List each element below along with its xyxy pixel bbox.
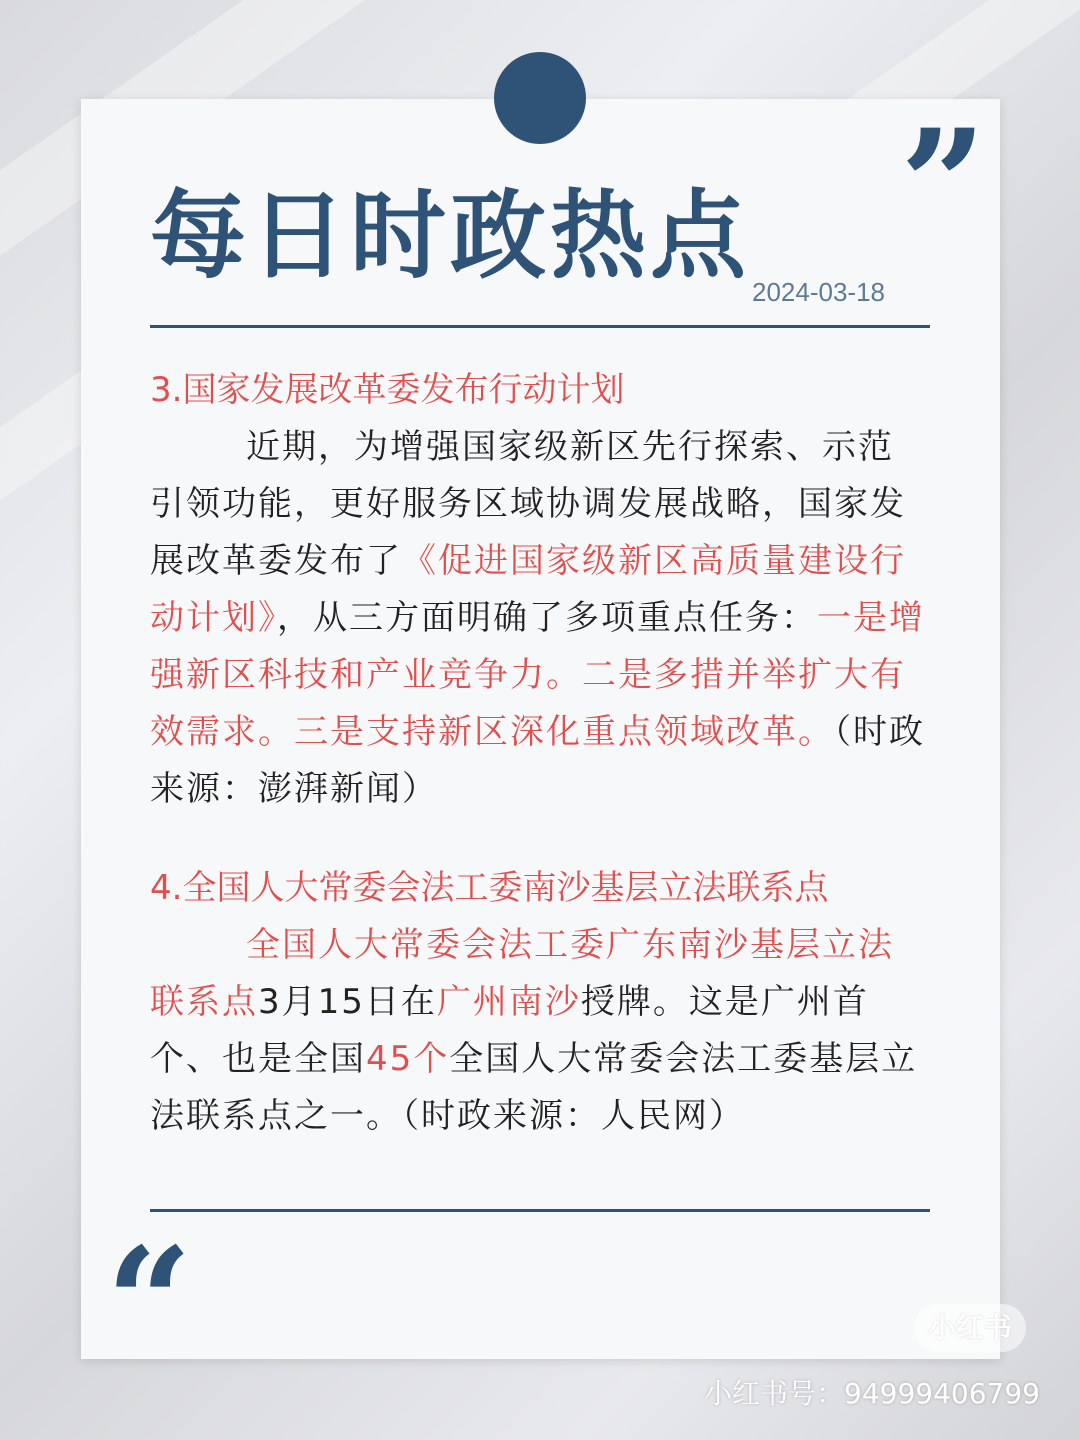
opening-quote-icon: “ (106, 1215, 193, 1391)
highlight-text: 全国人大常委会法工委广东南沙基层立法联系点 (150, 925, 894, 1022)
highlight-text: 《促进国家级新区高质量建设行动计划》 (150, 541, 906, 638)
news-body (150, 419, 928, 818)
divider-top (150, 325, 930, 328)
xiaohongshu-logo: 小红书 (914, 1304, 1026, 1352)
highlight-text: 一是增强新区科技和产业竞争力。二是多措并举扩大有效需求。三是支持新区深化重点领域改革。 (150, 598, 925, 752)
body-text: ，从三方面明确了多项重点任务： (277, 598, 817, 638)
date-label: 2024-03-18 (752, 277, 885, 307)
body-text: 3月15日在 (258, 982, 437, 1022)
highlight-text: 45个 (366, 1039, 450, 1079)
news-heading: 3.国家发展改革委发布行动计划 (150, 370, 625, 410)
closing-quote-icon: ” (900, 97, 987, 273)
pin-circle (494, 52, 586, 144)
body-text: 授牌。这是广州首个、也是全国 (150, 982, 869, 1079)
page-title: 每日时政热点 (150, 179, 750, 292)
news-item-4 (150, 860, 928, 1145)
news-item-3 (150, 362, 928, 818)
account-watermark: 小红书号：94999406799 (704, 1377, 1040, 1410)
source-text: （时政来源：澎湃新闻） (150, 712, 925, 809)
divider-bottom (150, 1209, 930, 1212)
news-heading: 4.全国人大常委会法工委南沙基层立法联系点 (150, 868, 829, 908)
highlight-text: 广州南沙 (436, 982, 581, 1022)
body-text: 全国人大常委会法工委基层立法联系点之一。（时政来源：人民网） (150, 1039, 918, 1136)
news-body (150, 917, 928, 1145)
body-text: 近期，为增强国家级新区先行探索、示范引领功能，更好服务区域协调发展战略，国家发展改革委发布了 (150, 427, 906, 581)
